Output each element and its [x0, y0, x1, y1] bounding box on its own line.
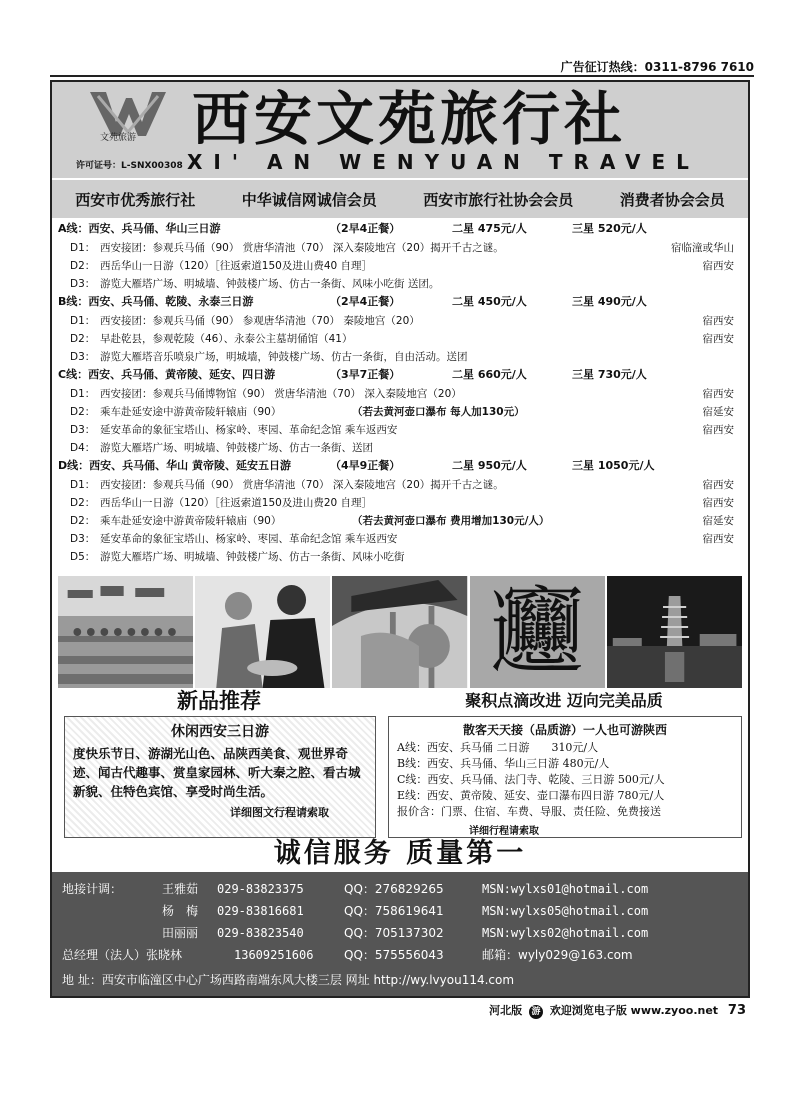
contact-msn: MSN:wylxs01@hotmail.com [482, 882, 649, 896]
route-header-b [52, 293, 748, 311]
day-activities: 延安革命的象征宝塔山、杨家岭、枣园、革命纪念馆 乘车返西安 [100, 424, 398, 436]
photo-strip [58, 576, 742, 688]
day-label: D1： [70, 242, 96, 254]
route-list [52, 218, 748, 574]
logo-caption: 文苑旅游 [100, 133, 137, 143]
contact-name: 田丽丽 [162, 926, 199, 940]
address: 地 址：西安市临潼区中心广场西路南端东风大楼三层 网址 http://wy.lvyou114.com [62, 973, 515, 987]
itinerary-day [52, 548, 748, 566]
daily-tours-section [384, 688, 744, 838]
itinerary-day [52, 494, 748, 512]
membership-item: 西安市优秀旅行社 [75, 190, 196, 209]
new-products-note: 详细图文行程请索取 [230, 806, 329, 819]
route-price-2star: 二星 450元/人 [452, 295, 527, 308]
route-title: C线：西安、兵马俑、黄帝陵、延安、四日游 [58, 368, 276, 381]
contact-msn: MSN:wylxs05@hotmail.com [482, 904, 649, 918]
daily-tours-box [388, 716, 742, 838]
contact-phone: 029-83823375 [217, 882, 304, 896]
day-lodging: 宿延安 [702, 406, 734, 418]
day-label: D3： [70, 351, 96, 363]
daily-tour-line: C线：西安、兵马俑、法门寺、乾陵、三日游 500元/人 [397, 773, 665, 786]
day-activities: 西岳华山一日游（120）［往返索道150及进山费20 自理］ [100, 497, 373, 509]
day-label: D2： [70, 497, 96, 509]
itinerary-day [52, 439, 748, 457]
route-meals: （2早4正餐） [330, 222, 401, 235]
ad-hotline: 广告征订热线：0311-8796 7610 [560, 60, 754, 74]
day-extra-note: （若去黄河壶口瀑布 费用增加130元/人） [352, 515, 550, 527]
agency-title-en: XI' AN WENYUAN TRAVEL [187, 150, 700, 174]
day-activities: 游览大雁塔音乐喷泉广场，明城墙，钟鼓楼广场、仿古一条街，自由活动。送团 [100, 351, 468, 363]
itinerary-day [52, 476, 748, 494]
gm-qq: QQ：575556043 [344, 948, 444, 962]
day-activities: 西安接团：参观兵马俑（90） 参观唐华清池（70） 秦陵地宫（20） [100, 315, 420, 327]
day-label: D1： [70, 388, 96, 400]
day-activities: 乘车赴延安途中游黄帝陵轩辕庙（90） [100, 515, 282, 527]
day-activities: 早赴乾县，参观乾陵（46）、永泰公主墓胡俑馆（41） [100, 333, 353, 345]
day-label: D3： [70, 533, 96, 545]
service-slogan: 诚信服务 质量第一 [273, 838, 527, 869]
membership-banner [52, 178, 748, 218]
day-lodging: 宿延安 [702, 515, 734, 527]
day-lodging: 宿西安 [702, 424, 734, 436]
route-header-d [52, 457, 748, 475]
itinerary-day [52, 421, 748, 439]
itinerary-day [52, 330, 748, 348]
membership-item: 中华诚信网诚信会员 [241, 190, 377, 209]
route-price-3star: 三星 730元/人 [572, 368, 647, 381]
agency-title-cn: 西安文苑旅行社 [192, 85, 627, 153]
day-activities: 西安接团：参观兵马俑（90） 赏唐华清池（70） 深入秦陵地宫（20）揭开千古之谜。 [100, 242, 504, 254]
contact-panel [52, 872, 748, 996]
contact-qq: QQ：705137302 [344, 926, 444, 940]
itinerary-day [52, 512, 748, 530]
ad-frame [50, 80, 750, 998]
top-rule [50, 75, 754, 77]
day-activities: 西安接团：参观兵马俑（90） 赏唐华清池（70） 深入秦陵地宫（20）揭开千古之谜。 [100, 479, 504, 491]
route-title: A线：西安、兵马俑、华山三日游 [58, 222, 221, 235]
itinerary-day [52, 312, 748, 330]
day-lodging: 宿西安 [702, 479, 734, 491]
contact-qq: QQ：758619641 [344, 904, 444, 918]
itinerary-day [52, 348, 748, 366]
day-label: D1： [70, 315, 96, 327]
day-label: D4： [70, 442, 96, 454]
contact-msn: MSN:wylxs02@hotmail.com [482, 926, 649, 940]
daily-tours-note: 详细行程请索取 [469, 826, 539, 837]
day-label: D3： [70, 278, 96, 290]
yoo-badge-icon: 游 [529, 1005, 543, 1019]
edition-label: 河北版 [489, 1004, 523, 1017]
day-label: D5： [70, 551, 96, 563]
route-header-a [52, 220, 748, 238]
day-label: D2： [70, 406, 96, 418]
terracotta-photo [58, 576, 193, 688]
daily-tours-lines [389, 738, 741, 822]
day-lodging: 宿临潼或华山 [671, 242, 734, 254]
route-price-3star: 三星 490元/人 [572, 295, 647, 308]
route-header-c [52, 366, 748, 384]
daily-tour-line: A线：西安、兵马俑 二日游 310元/人 [397, 741, 599, 754]
biang-glyph: 𰻞 [491, 578, 584, 685]
membership-item: 西安市旅行社协会会员 [423, 190, 574, 209]
daily-tours-subtitle: 散客天天接（品质游）一人也可游陕西 [462, 723, 667, 737]
day-lodging: 宿西安 [702, 333, 734, 345]
contact-label: 地接计调： [62, 882, 123, 896]
license-number: 许可证号：L-SNX00308 [76, 161, 183, 171]
day-label: D1： [70, 479, 96, 491]
itinerary-day [52, 257, 748, 275]
page-number: 73 [727, 1003, 746, 1018]
contact-qq: QQ：276829265 [344, 882, 444, 896]
route-title: B线：西安、兵马俑、乾陵、永泰三日游 [58, 295, 254, 308]
contact-name: 王雅茹 [162, 882, 199, 896]
itinerary-day [52, 385, 748, 403]
day-activities: 延安革命的象征宝塔山、杨家岭、枣园、革命纪念馆 乘车返西安 [100, 533, 398, 545]
new-products-box [64, 716, 376, 838]
day-lodging: 宿西安 [702, 497, 734, 509]
contact-phone: 029-83816681 [217, 904, 304, 918]
new-products-heading: 新品推荐 [177, 688, 261, 713]
contact-name: 杨 梅 [162, 904, 199, 918]
biang-character [470, 576, 605, 688]
header [52, 82, 748, 178]
day-extra-note: （若去黄河壶口瀑布 每人加130元） [352, 406, 525, 418]
day-label: D2： [70, 260, 96, 272]
route-price-3star: 三星 520元/人 [572, 222, 647, 235]
pavilion-photo [332, 576, 467, 688]
itinerary-day [52, 403, 748, 421]
contact-phone: 029-83823540 [217, 926, 304, 940]
gm-email: 邮箱：wyly029@163.com [482, 948, 633, 962]
route-price-3star: 三星 1050元/人 [572, 459, 655, 472]
new-products-subtitle: 休闲西安三日游 [171, 724, 269, 740]
page-footer [0, 1002, 746, 1020]
itinerary-day [52, 530, 748, 548]
route-price-2star: 二星 660元/人 [452, 368, 527, 381]
route-title: D线：西安、兵马俑、华山 黄帝陵、延安五日游 [58, 459, 291, 472]
day-label: D2： [70, 333, 96, 345]
route-price-2star: 二星 475元/人 [452, 222, 527, 235]
new-products-body: 度快乐节日、游湖光山色、品陕西美食、观世界奇迹、闻古代趣事、赏皇家园林、听大秦之腔、看古城新貌、住特色宾馆、享受时尚生活。 [73, 746, 361, 799]
new-products-section [60, 688, 378, 838]
day-activities: 乘车赴延安途中游黄帝陵轩辕庙（90） [100, 406, 282, 418]
route-meals: （2早4正餐） [330, 295, 401, 308]
itinerary-day [52, 275, 748, 293]
day-lodging: 宿西安 [702, 388, 734, 400]
day-activities: 游览大雁塔广场、明城墙、钟鼓楼广场、仿古一条街、风味小吃街 [100, 551, 405, 563]
daily-tour-line: 报价含：门票、住宿、车费、导服、责任险、免费接送 [397, 805, 661, 818]
day-activities: 西岳华山一日游（120）［往返索道150及进山费40 自理］ [100, 260, 373, 272]
day-lodging: 宿西安 [702, 315, 734, 327]
gm-label: 总经理（法人）张晓林 [62, 948, 183, 962]
gm-phone: 13609251606 [234, 948, 314, 962]
route-price-2star: 二星 950元/人 [452, 459, 527, 472]
day-lodging: 宿西安 [702, 533, 734, 545]
itinerary-day [52, 239, 748, 257]
daily-tour-line: B线：西安、兵马俑、华山三日游 480元/人 [397, 757, 610, 770]
day-activities: 游览大雁塔广场、明城墙、钟鼓楼广场、仿古一条街、风味小吃街 送团。 [100, 278, 440, 290]
daily-tour-line: E线：西安、黄帝陵、延安、壶口瀑布四日游 780元/人 [397, 789, 665, 802]
footer-website[interactable]: 欢迎浏览电子版 www.zyoo.net [549, 1004, 719, 1017]
day-label: D2： [70, 515, 96, 527]
night-pagoda-photo [607, 576, 742, 688]
day-activities: 游览大雁塔广场、明城墙、钟鼓楼广场、仿古一条街、送团 [100, 442, 373, 454]
membership-item: 消费者协会会员 [619, 190, 725, 209]
route-meals: （4早9正餐） [330, 459, 401, 472]
quality-heading: 聚积点滴改进 迈向完美品质 [465, 691, 663, 710]
route-meals: （3早7正餐） [330, 368, 401, 381]
day-activities: 西安接团：参观兵马俑博物馆（90） 赏唐华清池（70） 深入秦陵地宫（20） [100, 388, 462, 400]
day-label: D3： [70, 424, 96, 436]
dining-photo [195, 576, 330, 688]
day-lodging: 宿西安 [702, 260, 734, 272]
